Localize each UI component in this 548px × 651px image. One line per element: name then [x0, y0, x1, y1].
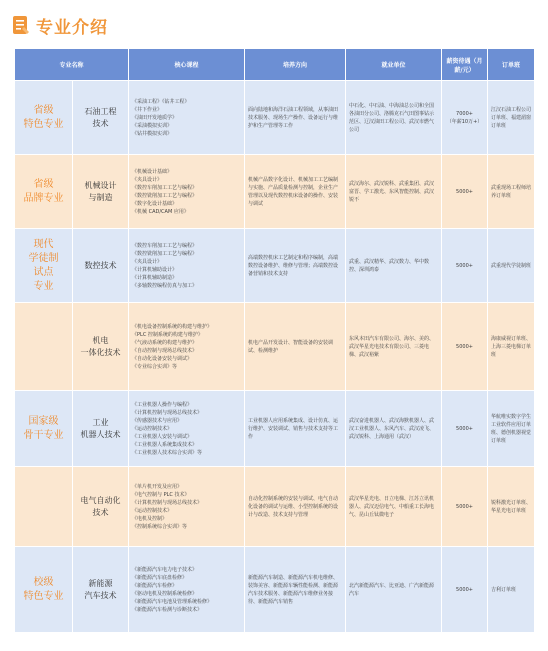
major-name-line: 与制造 [88, 192, 113, 202]
order-class-cell: 锐科激光订单班、华星光电订单班 [488, 467, 535, 547]
major-name-cell [73, 547, 129, 633]
header-order-class: 订单班 [488, 49, 535, 81]
order-class-cell: 吉利订单班 [488, 547, 535, 633]
header-major-name: 专业名称 [15, 49, 129, 81]
employers-cell: 北汽新能源汽车、比亚迪、广汽新能源汽车 [346, 547, 442, 633]
header-employers: 就业单位 [346, 49, 442, 81]
major-name-cell [73, 81, 129, 155]
major-name-line: 工业 [92, 417, 109, 427]
table-row [15, 303, 535, 391]
table-row [15, 81, 535, 155]
header-salary: 薪资待遇（月薪/元） [442, 49, 488, 81]
training-direction-cell: 自动化控制系统的安装与调试、电气自动化设备的调试与运维、小型控制系统的设计与改造、技术支持与管理 [245, 467, 346, 547]
salary-line: 7000+ [456, 110, 473, 117]
header-core-courses: 核心课程 [129, 49, 245, 81]
course-item: 《机械设计基础》 [132, 168, 173, 175]
course-item: 《工业机器人系统集成技术》 [132, 441, 198, 448]
major-level-line: 校级 [33, 576, 54, 588]
course-item: 《气液动系统的构建与维护》 [132, 339, 198, 346]
major-name-line: 新能源 [88, 578, 113, 588]
major-name-line: 机电 [92, 335, 109, 345]
table-row [15, 229, 535, 303]
salary-line: 5000+ [456, 503, 473, 510]
course-item: 《数字化设计基础》 [132, 200, 178, 207]
employers-cell: 中石化、中石油、中海油总公司和全国各油田分公司、洛腾克石气田图事钻示范区、辽汉油田工程公司、武汉市燃气公司 [346, 81, 442, 155]
core-courses-cell [129, 547, 245, 633]
major-level-line: 学徒制 [28, 252, 59, 264]
course-item: 《新能源汽车检测与诊断技术》 [132, 606, 203, 613]
table-row [15, 467, 535, 547]
core-courses-cell [129, 467, 245, 547]
major-level-cell [15, 467, 73, 547]
course-item: 《井下作业》 [132, 106, 163, 113]
core-courses-cell [129, 81, 245, 155]
employers-cell: 东风本田汽车有限公司、海尔、美的、武汉华星光电技术有限公司、三菱电梯、武汉裕紫 [346, 303, 442, 391]
course-item: 《单片机开发及应用》 [132, 483, 183, 490]
major-name-line: 汽车技术 [84, 590, 117, 600]
course-item: 《工业机器人安装与调试》 [132, 433, 193, 440]
table-header-row [15, 49, 535, 81]
section-header [0, 0, 548, 46]
salary-line: 5000+ [456, 586, 473, 593]
course-item: 《电机及控制》 [132, 515, 168, 522]
major-level-cell [15, 303, 73, 391]
course-item: 《运动控制技术》 [132, 425, 173, 432]
employers-cell: 武汉海尔、武汉锐科、武重集团、武汉富晋、学工激光、东风智能控制、武汉锐不 [346, 155, 442, 229]
course-item: 《驱动电机及控制系统检修》 [132, 590, 198, 597]
major-name-line: 石油工程 [84, 106, 117, 116]
major-name-cell [73, 155, 129, 229]
major-level-line: 国家级 [28, 415, 59, 427]
majors-table [14, 48, 535, 633]
course-item: 《工业机器人技术综合实训》等 [132, 449, 203, 456]
salary-cell [442, 155, 488, 229]
course-item: 《专业综合实训》等 [132, 363, 178, 370]
salary-line: 5000+ [456, 188, 473, 195]
major-name-line: 技术 [92, 118, 109, 128]
course-item: 《计算机控制与现场总线技术》 [132, 409, 203, 416]
major-name-line: 机械设计 [84, 180, 117, 190]
major-name-line: 电气自动化 [80, 495, 121, 505]
major-level-line: 品牌专业 [23, 192, 64, 204]
order-class-cell: 武重现场工程师培养订单班 [488, 155, 535, 229]
table-row [15, 391, 535, 467]
training-direction-cell: 机械产品数字化设计、机械加工工艺编制与实施、产品质量检测与控制，企业生产管理以及现代数控机床设备的操作、安装与调试 [245, 155, 346, 229]
salary-line: 5000+ [456, 343, 473, 350]
major-name-line: 数控技术 [84, 260, 117, 270]
course-item: 《机电设备控制系统的构建与维护》 [132, 323, 213, 330]
major-level-line: 特色专业 [23, 590, 64, 602]
course-item: 《新能源汽车电力电子技术》 [132, 566, 198, 573]
major-level-line: 骨干专业 [23, 429, 64, 441]
course-item: 《传感器技术与应用》 [132, 417, 183, 424]
salary-cell [442, 81, 488, 155]
course-item: 《自动控制与现场总线技术》 [132, 347, 198, 354]
course-item: 《计算机辅助设计》 [132, 266, 178, 273]
course-item: 《多轴数控编程仿真与加工》 [132, 282, 198, 289]
table-row [15, 547, 535, 633]
course-item: 《电气控制与 PLC 技术》 [132, 491, 190, 498]
course-item: 《采油工程》《钻井工程》 [132, 98, 190, 105]
course-item: 《计算机辅助制造》 [132, 274, 178, 281]
major-level-line: 专业 [33, 280, 54, 292]
training-direction-cell: 新能源汽车制造、新能源汽车机电维修、装饰美容、新能源车辆性能检测、新能源汽车技术服务、新能源汽车维修业务接待、新能源汽车销售 [245, 547, 346, 633]
major-level-line: 省级 [33, 104, 54, 116]
major-level-cell [15, 81, 73, 155]
core-courses-cell [129, 391, 245, 467]
major-level-line: 特色专业 [23, 118, 64, 130]
course-item: 《夹具设计》 [132, 258, 163, 265]
course-item: 《数控铣削加工工艺与编程》 [132, 192, 198, 199]
major-name-line: 机器人技术 [80, 429, 121, 439]
course-item: 《数控车削加工工艺与编程》 [132, 184, 198, 191]
header-training-direction: 培养方向 [245, 49, 346, 81]
table-row [15, 155, 535, 229]
course-item: 《油田开发地质学》 [132, 114, 178, 121]
course-item: 《新能源汽车电池及管理系统检修》 [132, 598, 213, 605]
salary-cell [442, 467, 488, 547]
training-direction-cell: 高端数控机床工艺制定和程序编制，高端数控设备维护、维修与管理；高端数控设备营销和技术支持 [245, 229, 346, 303]
training-direction-cell: 机电产品开发设计、智能设备的安装调试、检测维护 [245, 303, 346, 391]
salary-cell [442, 303, 488, 391]
core-courses-cell [129, 303, 245, 391]
course-item: 《计算机控制与现场总线技术》 [132, 499, 203, 506]
major-name-cell [73, 303, 129, 391]
salary-cell [442, 391, 488, 467]
course-item: 《新能源汽车底盘检修》 [132, 574, 188, 581]
major-level-cell [15, 229, 73, 303]
employers-cell: 武重、武汉精华、武汉数力、华中数控、深圳鸿泰 [346, 229, 442, 303]
course-item: 《数控铣削加工工艺与编程》 [132, 250, 198, 257]
salary-cell [442, 229, 488, 303]
major-name-line: 一体化技术 [80, 347, 121, 357]
course-item: 《控制系统综合实训》等 [132, 523, 188, 530]
course-item: 《运动控制技术》 [132, 507, 173, 514]
page-title: 专业介绍 [36, 18, 108, 38]
course-item: 《PLC 控制系统的构建与维护》 [132, 331, 203, 338]
course-item: 《工业机器人操作与编程》 [132, 401, 193, 408]
core-courses-cell [129, 229, 245, 303]
major-name-cell [73, 391, 129, 467]
salary-line: 5000+ [456, 425, 473, 432]
training-direction-cell: 工业机器人应用系统集成、设计仿真、运行维护、安装调试、销售与技术支持等工作 [245, 391, 346, 467]
training-direction-cell: 面向陆地和海洋石油工程领域，从事油田技术服务、现场生产操作、设备运行与维护和生产管理等工作 [245, 81, 346, 155]
major-level-line: 试点 [33, 266, 54, 278]
major-name-cell [73, 467, 129, 547]
salary-cell [442, 547, 488, 633]
course-item: 《夹具设计》 [132, 176, 163, 183]
salary-line: （年薪10万+） [446, 118, 483, 125]
core-courses-cell [129, 155, 245, 229]
major-name-line: 技术 [92, 507, 109, 517]
major-level-line: 省级 [33, 178, 54, 190]
major-level-cell [15, 391, 73, 467]
course-item: 《新能源汽车检修》 [132, 582, 178, 589]
course-item: 《自动化设备安装与调试》 [132, 355, 193, 362]
order-class-cell: 海康威视订单班、上海三菱电梯订单班 [488, 303, 535, 391]
document-icon [12, 15, 30, 35]
major-level-line: 现代 [33, 238, 54, 250]
employers-cell: 武汉奋进机器人、武汉海默机器人、武汉工业机器人、东风汽车、武汉凌飞、武汉锐科、上海通用（武汉） [346, 391, 442, 467]
salary-line: 5000+ [456, 262, 473, 269]
course-item: 《采油模拟实训》 [132, 122, 173, 129]
order-class-cell: 武重现代学徒制班 [488, 229, 535, 303]
major-level-cell [15, 155, 73, 229]
major-name-cell [73, 229, 129, 303]
major-level-cell [15, 547, 73, 633]
course-item: 《机械 CAD/CAM 应用》 [132, 208, 189, 215]
order-class-cell: 江汉石油工程公司订单班、福建湄窗订单班 [488, 81, 535, 155]
course-item: 《数控车削加工工艺与编程》 [132, 242, 198, 249]
order-class-cell: 华航唯实数字学生工业软件应用订单班、德创机器视觉订单班 [488, 391, 535, 467]
employers-cell: 武汉华星光电、日立电梯、江苏立讯机器人、武汉迈信电气、中船重工长海电气、昆山丘钛微电子 [346, 467, 442, 547]
course-item: 《钻井模拟实训》 [132, 130, 173, 137]
